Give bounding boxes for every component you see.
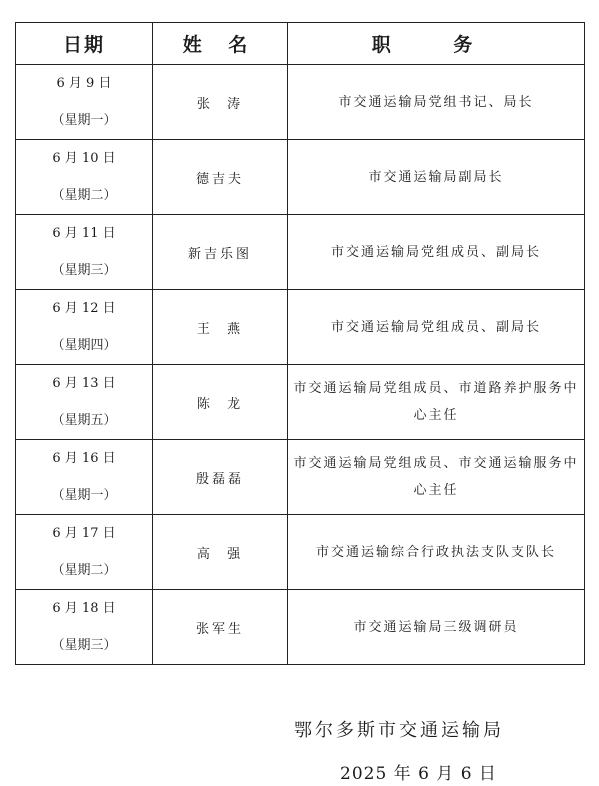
table-header — [16, 23, 585, 65]
date-text: 6 月 17 日 — [52, 526, 116, 541]
name-cell: 高 强 — [153, 515, 288, 590]
date-text: 6 月 12 日 — [52, 301, 116, 316]
date-cell — [16, 65, 153, 140]
name-cell: 德吉夫 — [153, 140, 288, 215]
date-text: 6 月 10 日 — [52, 151, 116, 166]
table-row — [16, 590, 585, 665]
signature-organization: 鄂尔多斯市交通运输局 — [294, 720, 504, 741]
table-body — [16, 65, 585, 665]
name-cell: 王 燕 — [153, 290, 288, 365]
table-row — [16, 140, 585, 215]
weekday-text: （星期五） — [51, 413, 117, 428]
column-header-role: 职 务 — [288, 23, 585, 65]
role-cell: 市交通运输综合行政执法支队支队长 — [288, 515, 585, 590]
date-cell — [16, 365, 153, 440]
signature-date: 2025 年 6 月 6 日 — [340, 764, 497, 784]
name-cell: 张 涛 — [153, 65, 288, 140]
date-text: 6 月 18 日 — [52, 601, 116, 616]
date-text: 6 月 16 日 — [52, 451, 116, 466]
role-cell: 市交通运输局党组书记、局长 — [288, 65, 585, 140]
date-cell — [16, 515, 153, 590]
table-row — [16, 440, 585, 515]
date-text: 6 月 11 日 — [52, 226, 116, 241]
weekday-text: （星期二） — [51, 188, 117, 203]
name-cell: 陈 龙 — [153, 365, 288, 440]
date-cell — [16, 440, 153, 515]
duty-schedule-table — [15, 22, 585, 665]
table-row — [16, 515, 585, 590]
table-row — [16, 290, 585, 365]
name-cell: 殷磊磊 — [153, 440, 288, 515]
column-header-date: 日期 — [16, 23, 153, 65]
date-cell — [16, 290, 153, 365]
weekday-text: （星期二） — [51, 563, 117, 578]
date-text: 6 月 9 日 — [56, 76, 112, 91]
name-cell: 新吉乐图 — [153, 215, 288, 290]
date-cell — [16, 140, 153, 215]
weekday-text: （星期一） — [51, 113, 117, 128]
weekday-text: （星期四） — [51, 338, 117, 353]
role-cell: 市交通运输局党组成员、市道路养护服务中心主任 — [288, 365, 585, 440]
date-text: 6 月 13 日 — [52, 376, 116, 391]
weekday-text: （星期一） — [51, 488, 117, 503]
role-cell: 市交通运输局三级调研员 — [288, 590, 585, 665]
table-row — [16, 65, 585, 140]
weekday-text: （星期三） — [51, 263, 117, 278]
name-cell: 张军生 — [153, 590, 288, 665]
role-cell: 市交通运输局党组成员、副局长 — [288, 290, 585, 365]
role-cell: 市交通运输局党组成员、市交通运输服务中心主任 — [288, 440, 585, 515]
date-cell — [16, 590, 153, 665]
date-cell — [16, 215, 153, 290]
weekday-text: （星期三） — [51, 638, 117, 653]
role-cell: 市交通运输局副局长 — [288, 140, 585, 215]
table-row — [16, 215, 585, 290]
column-header-name: 姓 名 — [153, 23, 288, 65]
table-row — [16, 365, 585, 440]
header-row — [16, 23, 585, 65]
role-cell: 市交通运输局党组成员、副局长 — [288, 215, 585, 290]
